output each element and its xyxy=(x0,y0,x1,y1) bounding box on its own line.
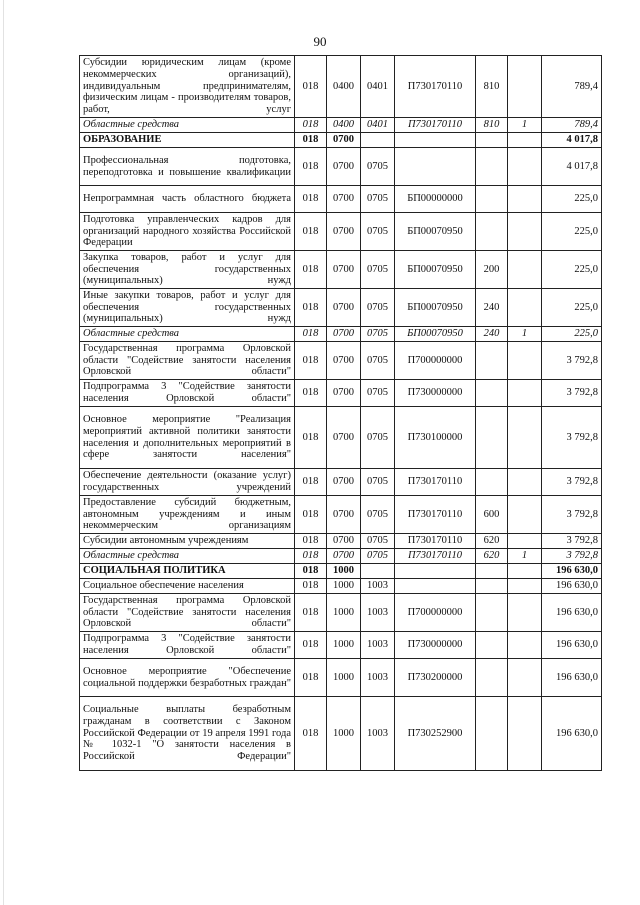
funding-source xyxy=(508,213,542,251)
page-number: 90 xyxy=(313,34,327,49)
expense-type xyxy=(476,133,508,148)
section-code: 1000 xyxy=(327,564,361,579)
amount: 225,0 xyxy=(542,251,602,289)
expense-type xyxy=(476,186,508,213)
expense-type: 240 xyxy=(476,289,508,327)
funding-source xyxy=(508,632,542,659)
table-row xyxy=(80,632,602,659)
table-row xyxy=(80,186,602,213)
table-row xyxy=(80,327,602,342)
section-code: 1000 xyxy=(327,697,361,771)
table-row xyxy=(80,148,602,186)
section-code: 0700 xyxy=(327,496,361,534)
section-code: 1000 xyxy=(327,594,361,632)
table-row xyxy=(80,564,602,579)
funding-source xyxy=(508,564,542,579)
section-code: 0400 xyxy=(327,56,361,118)
expense-type xyxy=(476,213,508,251)
funding-source xyxy=(508,342,542,380)
ministry-code: 018 xyxy=(295,594,327,632)
ministry-code: 018 xyxy=(295,534,327,549)
subsection-code: 0705 xyxy=(361,549,395,564)
row-name: Субсидии юридическим лицам (кроме некоммерческих организаций), индивидуальным предпринимателям, физическим лицам - производителям товаров, работ, услуг xyxy=(80,56,295,118)
amount: 225,0 xyxy=(542,186,602,213)
row-name: Социальные выплаты безработным гражданам в соответствии с Законом Российской Федерации от 19 апреля 1991 года № 1032-1 "О занятости населения в Российской Федерации" xyxy=(80,697,295,771)
target-article: П730170110 xyxy=(395,469,476,496)
row-name: Государственная программа Орловской области "Содействие занятости населения Орловской области" xyxy=(80,342,295,380)
row-name: Подготовка управленческих кадров для организаций народного хозяйства Российской Федерации xyxy=(80,213,295,251)
amount: 3 792,8 xyxy=(542,407,602,469)
section-code: 0700 xyxy=(327,251,361,289)
ministry-code: 018 xyxy=(295,186,327,213)
funding-source: 1 xyxy=(508,118,542,133)
table-row xyxy=(80,213,602,251)
row-name: Основное мероприятие "Реализация мероприятий активной политики занятости населения и дополнительных мероприятий в сфере занятости населения" xyxy=(80,407,295,469)
ministry-code: 018 xyxy=(295,327,327,342)
row-name: Обеспечение деятельности (оказание услуг) государственных учреждений xyxy=(80,469,295,496)
ministry-code: 018 xyxy=(295,564,327,579)
table-row xyxy=(80,380,602,407)
row-name: Подпрограмма 3 "Содействие занятости населения Орловской области" xyxy=(80,380,295,407)
table-row xyxy=(80,118,602,133)
row-name: СОЦИАЛЬНАЯ ПОЛИТИКА xyxy=(80,564,295,579)
row-name: Областные средства xyxy=(80,327,295,342)
budget-rows xyxy=(80,56,602,771)
subsection-code: 0705 xyxy=(361,289,395,327)
section-code: 0400 xyxy=(327,118,361,133)
ministry-code: 018 xyxy=(295,56,327,118)
ministry-code: 018 xyxy=(295,213,327,251)
subsection-code: 0705 xyxy=(361,186,395,213)
expense-type xyxy=(476,697,508,771)
expense-type xyxy=(476,659,508,697)
funding-source xyxy=(508,469,542,496)
expense-type: 620 xyxy=(476,534,508,549)
amount: 196 630,0 xyxy=(542,697,602,771)
section-code: 0700 xyxy=(327,469,361,496)
amount: 196 630,0 xyxy=(542,579,602,594)
target-article: П730000000 xyxy=(395,380,476,407)
funding-source xyxy=(508,579,542,594)
target-article: П730170110 xyxy=(395,496,476,534)
amount: 3 792,8 xyxy=(542,342,602,380)
subsection-code: 1003 xyxy=(361,697,395,771)
section-code: 0700 xyxy=(327,186,361,213)
subsection-code: 0705 xyxy=(361,251,395,289)
expense-type: 810 xyxy=(476,118,508,133)
funding-source xyxy=(508,186,542,213)
subsection-code: 0705 xyxy=(361,380,395,407)
row-name: Государственная программа Орловской области "Содействие занятости населения Орловской области" xyxy=(80,594,295,632)
section-code: 0700 xyxy=(327,380,361,407)
section-code: 1000 xyxy=(327,579,361,594)
table-row xyxy=(80,594,602,632)
table-row xyxy=(80,659,602,697)
section-code: 0700 xyxy=(327,148,361,186)
table-row xyxy=(80,697,602,771)
expense-type: 240 xyxy=(476,327,508,342)
section-code: 0700 xyxy=(327,407,361,469)
expense-type: 620 xyxy=(476,549,508,564)
amount: 789,4 xyxy=(542,118,602,133)
row-name: Подпрограмма 3 "Содействие занятости населения Орловской области" xyxy=(80,632,295,659)
row-name: Субсидии автономным учреждениям xyxy=(80,534,295,549)
section-code: 0700 xyxy=(327,213,361,251)
ministry-code: 018 xyxy=(295,407,327,469)
expense-type xyxy=(476,407,508,469)
expense-type: 200 xyxy=(476,251,508,289)
subsection-code: 1003 xyxy=(361,632,395,659)
table-row xyxy=(80,549,602,564)
target-article: БП00070950 xyxy=(395,289,476,327)
amount: 789,4 xyxy=(542,56,602,118)
subsection-code: 0705 xyxy=(361,534,395,549)
row-name: Предоставление субсидий бюджетным, автономным учреждениям и иным некоммерческим организациям xyxy=(80,496,295,534)
expense-type xyxy=(476,342,508,380)
ministry-code: 018 xyxy=(295,148,327,186)
funding-source xyxy=(508,133,542,148)
funding-source xyxy=(508,56,542,118)
target-article: П700000000 xyxy=(395,594,476,632)
amount: 196 630,0 xyxy=(542,594,602,632)
funding-source xyxy=(508,594,542,632)
funding-source xyxy=(508,659,542,697)
target-article: П730170110 xyxy=(395,534,476,549)
expense-type: 600 xyxy=(476,496,508,534)
subsection-code: 1003 xyxy=(361,594,395,632)
section-code: 1000 xyxy=(327,632,361,659)
subsection-code: 1003 xyxy=(361,659,395,697)
expense-type: 810 xyxy=(476,56,508,118)
funding-source: 1 xyxy=(508,549,542,564)
section-code: 0700 xyxy=(327,289,361,327)
table-row xyxy=(80,342,602,380)
amount: 196 630,0 xyxy=(542,632,602,659)
target-article: П730100000 xyxy=(395,407,476,469)
amount: 3 792,8 xyxy=(542,380,602,407)
ministry-code: 018 xyxy=(295,632,327,659)
ministry-code: 018 xyxy=(295,659,327,697)
funding-source: 1 xyxy=(508,327,542,342)
row-name: Иные закупки товаров, работ и услуг для обеспечения государственных (муниципальных) нужд xyxy=(80,289,295,327)
expense-type xyxy=(476,632,508,659)
subsection-code: 0705 xyxy=(361,213,395,251)
target-article: П700000000 xyxy=(395,342,476,380)
table-row xyxy=(80,496,602,534)
target-article: БП00070950 xyxy=(395,213,476,251)
section-code: 0700 xyxy=(327,133,361,148)
row-name: ОБРАЗОВАНИЕ xyxy=(80,133,295,148)
funding-source xyxy=(508,251,542,289)
ministry-code: 018 xyxy=(295,342,327,380)
budget-table xyxy=(79,55,602,771)
table-row xyxy=(80,579,602,594)
section-code: 0700 xyxy=(327,534,361,549)
subsection-code xyxy=(361,133,395,148)
funding-source xyxy=(508,697,542,771)
amount: 196 630,0 xyxy=(542,659,602,697)
expense-type xyxy=(476,148,508,186)
target-article: П730200000 xyxy=(395,659,476,697)
amount: 3 792,8 xyxy=(542,496,602,534)
amount: 225,0 xyxy=(542,213,602,251)
subsection-code: 0705 xyxy=(361,342,395,380)
funding-source xyxy=(508,380,542,407)
funding-source xyxy=(508,407,542,469)
target-article xyxy=(395,133,476,148)
section-code: 0700 xyxy=(327,327,361,342)
ministry-code: 018 xyxy=(295,469,327,496)
target-article: П730252900 xyxy=(395,697,476,771)
subsection-code: 0705 xyxy=(361,496,395,534)
subsection-code xyxy=(361,564,395,579)
amount: 3 792,8 xyxy=(542,549,602,564)
target-article: П730170110 xyxy=(395,118,476,133)
ministry-code: 018 xyxy=(295,579,327,594)
table-row xyxy=(80,56,602,118)
subsection-code: 0705 xyxy=(361,469,395,496)
subsection-code: 0401 xyxy=(361,56,395,118)
target-article: П730170110 xyxy=(395,549,476,564)
ministry-code: 018 xyxy=(295,133,327,148)
amount: 3 792,8 xyxy=(542,534,602,549)
table-row xyxy=(80,133,602,148)
section-code: 1000 xyxy=(327,659,361,697)
section-code: 0700 xyxy=(327,549,361,564)
target-article: БП00070950 xyxy=(395,251,476,289)
table-row xyxy=(80,534,602,549)
amount: 3 792,8 xyxy=(542,469,602,496)
subsection-code: 0705 xyxy=(361,148,395,186)
target-article: П730170110 xyxy=(395,56,476,118)
table-row xyxy=(80,407,602,469)
table-row xyxy=(80,289,602,327)
scan-edge-line xyxy=(3,0,4,905)
ministry-code: 018 xyxy=(295,697,327,771)
subsection-code: 0401 xyxy=(361,118,395,133)
expense-type xyxy=(476,469,508,496)
subsection-code: 1003 xyxy=(361,579,395,594)
amount: 4 017,8 xyxy=(542,148,602,186)
ministry-code: 018 xyxy=(295,251,327,289)
subsection-code: 0705 xyxy=(361,407,395,469)
amount: 196 630,0 xyxy=(542,564,602,579)
target-article: БП00000000 xyxy=(395,186,476,213)
subsection-code: 0705 xyxy=(361,327,395,342)
row-name: Областные средства xyxy=(80,118,295,133)
amount: 4 017,8 xyxy=(542,133,602,148)
expense-type xyxy=(476,594,508,632)
funding-source xyxy=(508,148,542,186)
row-name: Основное мероприятие "Обеспечение социальной поддержки безработных граждан" xyxy=(80,659,295,697)
row-name: Областные средства xyxy=(80,549,295,564)
ministry-code: 018 xyxy=(295,549,327,564)
target-article xyxy=(395,579,476,594)
table-row xyxy=(80,251,602,289)
section-code: 0700 xyxy=(327,342,361,380)
target-article: П730000000 xyxy=(395,632,476,659)
expense-type xyxy=(476,579,508,594)
ministry-code: 018 xyxy=(295,118,327,133)
target-article xyxy=(395,148,476,186)
funding-source xyxy=(508,534,542,549)
ministry-code: 018 xyxy=(295,496,327,534)
funding-source xyxy=(508,496,542,534)
ministry-code: 018 xyxy=(295,380,327,407)
expense-type xyxy=(476,564,508,579)
expense-type xyxy=(476,380,508,407)
amount: 225,0 xyxy=(542,327,602,342)
row-name: Социальное обеспечение населения xyxy=(80,579,295,594)
row-name: Закупка товаров, работ и услуг для обеспечения государственных (муниципальных) нужд xyxy=(80,251,295,289)
target-article xyxy=(395,564,476,579)
table-row xyxy=(80,469,602,496)
ministry-code: 018 xyxy=(295,289,327,327)
target-article: БП00070950 xyxy=(395,327,476,342)
funding-source xyxy=(508,289,542,327)
row-name: Профессиональная подготовка, переподготовка и повышение квалификации xyxy=(80,148,295,186)
row-name: Непрограммная часть областного бюджета xyxy=(80,186,295,213)
amount: 225,0 xyxy=(542,289,602,327)
